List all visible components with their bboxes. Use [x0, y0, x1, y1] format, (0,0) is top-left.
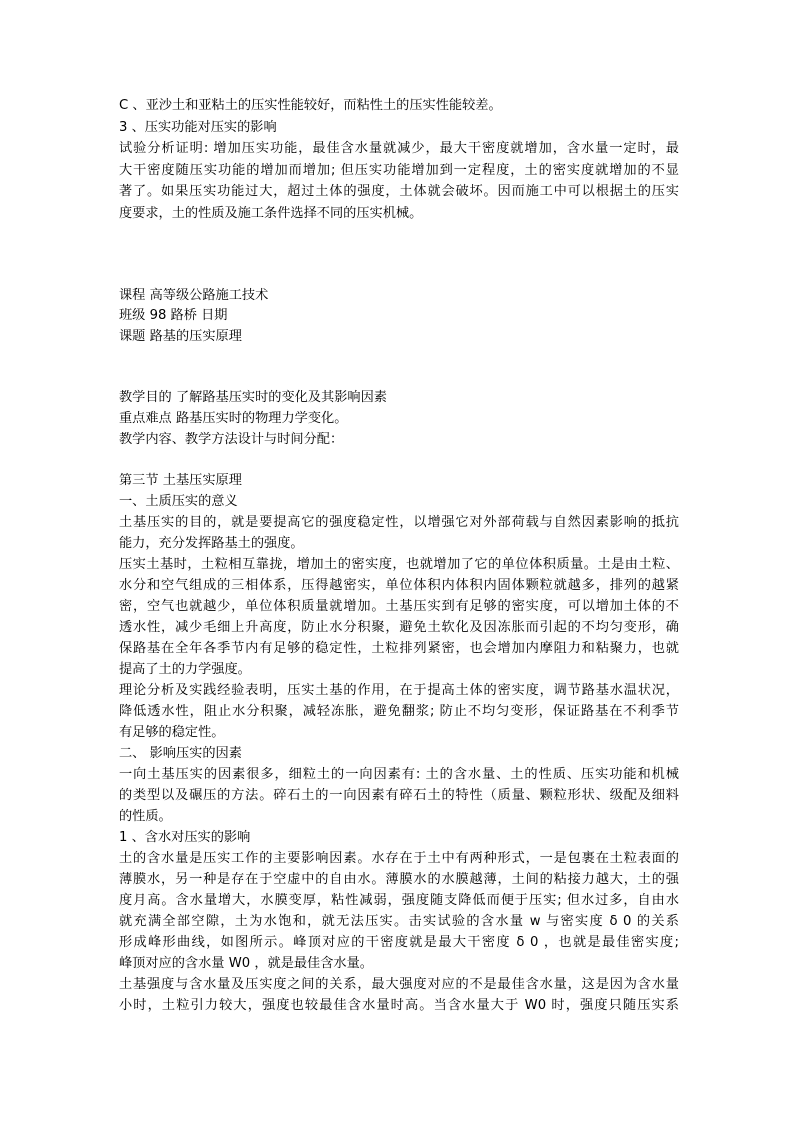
teaching-content: 教学内容、教学方法设计与时间分配：: [119, 432, 344, 447]
paragraph-line: 就充满全部空隙，土为水饱和，就无法压实。击实试验的含水量 w 与密实度 δ 0 的关系: [119, 914, 679, 929]
subsection-heading: 一、土质压实的意义: [119, 494, 238, 509]
paragraph-line: 的类型以及碾压的方法。碎石土的一向因素有碎石土的特性（质量、颗粒形状、级配及细料: [119, 788, 679, 803]
paragraph-line: 度要求，土的性质及施工条件选择不同的压实机械。: [119, 206, 423, 221]
section-title: 第三节 土基压实原理: [119, 473, 242, 488]
class-date: 班级 98 路桥 日期: [119, 308, 228, 323]
key-points: 重点难点 路基压实时的物理力学变化。: [119, 411, 348, 426]
paragraph-line: 密，空气也就越少，单位体积质量就增加。土基压实到有足够的密实度，可以增加土体的不: [119, 599, 679, 614]
paragraph-line: 试验分析证明: 增加压实功能，最佳含水量就减少，最大干密度就增加，含水量一定时，最: [119, 141, 679, 156]
paragraph-line: 小时，土粒引力较大，强度也较最佳含水量时高。当含水量大于 W0 时，强度只随压实系: [119, 998, 679, 1013]
paragraph-line: 大干密度随压实功能的增加而增加; 但压实功能增加到一定程度，土的密实度就增加的不显: [119, 163, 679, 178]
section-heading: 3 、压实功能对压实的影响: [119, 120, 277, 135]
subsection-heading: 1 、含水对压实的影响: [119, 830, 251, 845]
paragraph-line: 土基强度与含水量及压实度之间的关系，最大强度对应的不是最佳含水量，这是因为含水量: [119, 977, 679, 992]
paragraph-line: 压实土基时，土粒相互靠拢，增加土的密实度，也就增加了它的单位体积质量。土是由土粒、: [119, 557, 679, 572]
paragraph-line: 能力，充分发挥路基土的强度。: [119, 536, 304, 551]
paragraph-line: 著了。如果压实功能过大，超过土体的强度，土体就会破坏。因而施工中可以根据土的压实: [119, 184, 679, 199]
paragraph-line: 度月高。含水量增大，水膜变厚，粘性减弱，强度随支降低而便于压实; 但水过多，自由水: [119, 893, 679, 908]
lesson-topic: 课题 路基的压实原理: [119, 329, 242, 344]
subsection-heading: 二、 影响压实的因素: [119, 746, 242, 761]
teaching-goal: 教学目的 了解路基压实时的变化及其影响因素: [119, 390, 387, 405]
paragraph-line: 提高了土的力学强度。: [119, 662, 251, 677]
paragraph-line: 保路基在全年各季节内有足够的稳定性，土粒排列紧密，也会增加内摩阻力和粘聚力，也就: [119, 641, 679, 656]
paragraph-line: 土的含水量是压实工作的主要影响因素。水存在于土中有两种形式，一是包裹在土粒表面的: [119, 851, 679, 866]
paragraph-line: 一向土基压实的因素很多，细粒土的一向因素有: 土的含水量、土的性质、压实功能和机械: [119, 767, 679, 782]
paragraph-line: 有足够的稳定性。: [119, 725, 225, 740]
paragraph-line: 土基压实的目的，就是要提高它的强度稳定性，以增强它对外部荷载与自然因素影响的抵抗: [119, 515, 679, 530]
paragraph-line: 水分和空气组成的三相体系，压得越密实，单位体积内体积内固体颗粒就越多，排列的越紧: [119, 578, 679, 593]
paragraph-line: 峰顶对应的含水量 W0 ，就是最佳含水量。: [119, 956, 373, 971]
paragraph-line: 透水性，减少毛细上升高度，防止水分积聚，避免土软化及因冻胀而引起的不均匀变形，确: [119, 620, 679, 635]
paragraph-line: 形成峰形曲线，如图所示。峰顶对应的干密度就是最大干密度 δ 0 ，也就是最佳密实度;: [119, 935, 679, 950]
paragraph-line: 理论分析及实践经验表明，压实土基的作用，在于提高土体的密实度，调节路基水温状况，: [119, 683, 679, 698]
paragraph-line: C 、亚沙土和亚粘土的压实性能较好，而粘性土的压实性能较差。: [119, 98, 502, 113]
paragraph-line: 的性质。: [119, 809, 172, 824]
paragraph-line: 降低透水性，阻止水分积聚，减轻冻胀，避免翻浆; 防止不均匀变形，保证路基在不利季节: [119, 704, 679, 719]
course-name: 课程 高等级公路施工技术: [119, 288, 269, 303]
paragraph-line: 薄膜水，另一种是存在于空虚中的自由水。薄膜水的水膜越薄，土间的粘接力越大，土的强: [119, 872, 679, 887]
